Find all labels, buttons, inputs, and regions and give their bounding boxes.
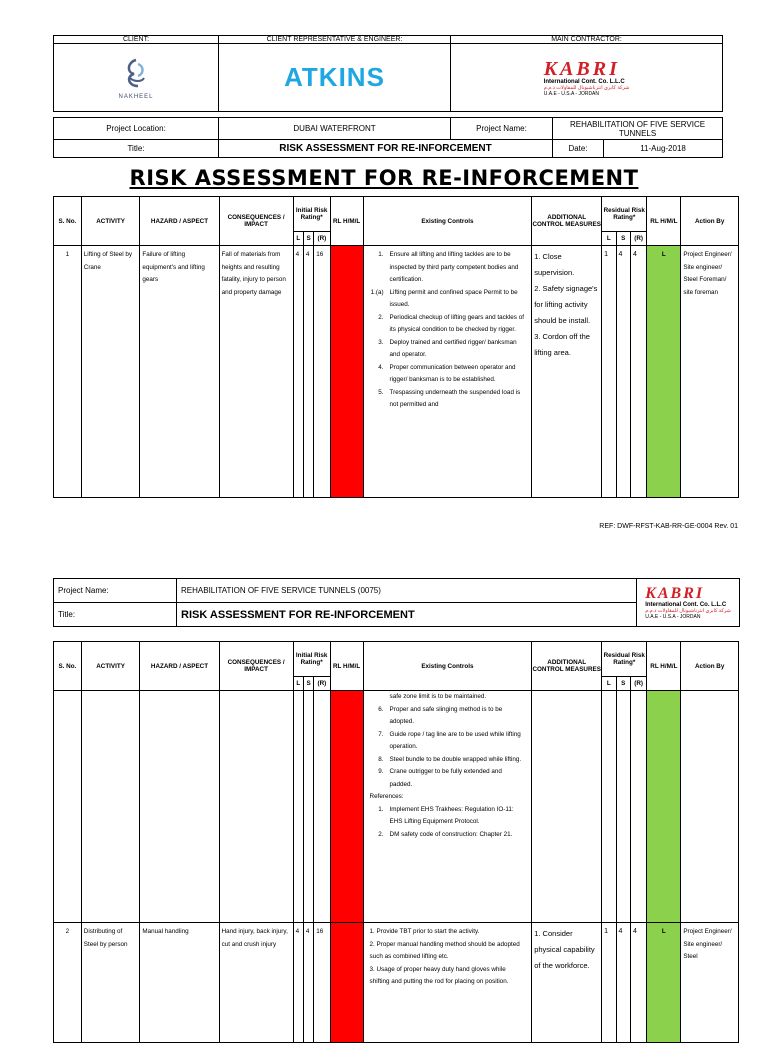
row-res-rl-low: L	[647, 923, 681, 1043]
col-action: Action By	[681, 197, 739, 246]
date-label: Date:	[553, 140, 604, 158]
document-header	[53, 35, 723, 158]
row-l: 4	[293, 246, 303, 498]
row-res-rl-low	[647, 691, 681, 923]
row-res-rl-low: L	[647, 246, 681, 498]
table-row	[54, 691, 739, 923]
row-activity: Distributing of Steel by person	[81, 923, 140, 1043]
col-res-rl: RL H/M/L	[647, 642, 681, 691]
col-residual-risk: Residual Risk Rating*	[602, 642, 647, 677]
col-rl: RL H/M/L	[330, 197, 363, 246]
col-r: (R)	[314, 677, 330, 691]
col-l: L	[293, 677, 303, 691]
col-r: (R)	[314, 232, 330, 246]
page2-title-value: RISK ASSESSMENT FOR RE-INFORCEMENT	[177, 603, 637, 627]
kabri-locations: U.A.E - U.S.A - JORDAN	[543, 90, 600, 97]
row-consequences: Hand injury, back injury, cut and crush injury	[219, 923, 293, 1043]
col-hazard: HAZARD / ASPECT	[140, 197, 219, 246]
page2-project-name-value: REHABILITATION OF FIVE SERVICE TUNNELS (0075)	[177, 579, 637, 603]
row-additional	[532, 923, 602, 1043]
col-additional: ADDITIONAL CONTROL MEASURES	[532, 642, 602, 691]
additional-item: 1. Close supervision.	[534, 252, 575, 277]
kabri-subtitle: International Cont. Co. L.L.C	[543, 78, 625, 85]
project-location-value: DUBAI WATERFRONT	[219, 118, 451, 140]
row-l: 4	[293, 923, 303, 1043]
control-item: 1. Provide TBT prior to start the activity.	[369, 928, 480, 935]
row-res-l: 1	[602, 923, 616, 1043]
row-r: 16	[314, 246, 330, 498]
risk-table	[53, 196, 739, 498]
date-value: 11-Aug-2018	[604, 140, 723, 158]
col-controls: Existing Controls	[363, 642, 532, 691]
row-hazard: Manual handling	[140, 923, 219, 1043]
col-res-r: (R)	[630, 677, 646, 691]
col-l: L	[293, 232, 303, 246]
row-res-r: 4	[630, 246, 646, 498]
control-item: 1. Ensure all lifting and lifting tackles are to be inspected by third party competent bodies and certification.	[378, 251, 519, 283]
nakheel-logo	[54, 44, 219, 112]
table-row	[54, 246, 739, 498]
page2-kabri-logo	[637, 579, 740, 627]
row-rl-high: H	[330, 923, 363, 1043]
kabri-locations: U.A.E - U.S.A - JORDAN	[645, 613, 701, 620]
col-sno: S. No.	[54, 197, 82, 246]
nakheel-wordmark: NAKHEEL	[118, 93, 154, 100]
col-res-rl: RL H/M/L	[647, 197, 681, 246]
title-value: RISK ASSESSMENT FOR RE-INFORCEMENT	[219, 140, 553, 158]
control-item: 1.(a) Lifting permit and confined space Permit to be issued.	[370, 288, 518, 308]
col-controls: Existing Controls	[363, 197, 532, 246]
row-s: 4	[303, 246, 313, 498]
col-rl: RL H/M/L	[330, 642, 363, 691]
control-item: 8. Steel bundle to be double wrapped while lifting.	[378, 755, 522, 763]
kabri-arabic: شركة كابري انترناشيونال للمقاولات ذ.م.م	[543, 84, 630, 91]
row-r: 16	[314, 923, 330, 1043]
title-label: Title:	[54, 140, 219, 158]
col-s: S	[303, 232, 313, 246]
risk-table-continued	[53, 641, 739, 1043]
reference-item: 2. DM safety code of construction: Chapter 21.	[378, 830, 513, 838]
row-consequences: Fall of materials from heights and resulting fatality, injury to person and property damage	[219, 246, 293, 498]
col-res-r: (R)	[630, 232, 646, 246]
references-label: References:	[369, 793, 404, 800]
page2-title-label: Title:	[54, 603, 177, 627]
row-hazard: Failure of lifting equipment's and lifting gears	[140, 246, 219, 498]
col-hazard: HAZARD / ASPECT	[140, 642, 219, 691]
col-s: S	[303, 677, 313, 691]
kabri-wordmark: KABRI	[645, 584, 705, 602]
col-residual-risk: Residual Risk Rating*	[602, 197, 647, 232]
control-item: safe zone limit is to be maintained.	[389, 693, 487, 700]
row-s: 4	[303, 923, 313, 1043]
contractor-label: MAIN CONTRACTOR:	[451, 36, 723, 44]
col-consequences: CONSEQUENCES / IMPACT	[219, 642, 293, 691]
col-res-s: S	[616, 677, 630, 691]
additional-item: 3. Cordon off the lifting area.	[534, 332, 590, 357]
col-action: Action By	[681, 642, 739, 691]
nakheel-emblem-icon	[116, 56, 156, 92]
row-rl-high	[330, 691, 363, 923]
control-item: 7. Guide rope / tag line are to be used while lifting operation.	[378, 730, 521, 750]
kabri-wordmark: KABRI	[543, 57, 620, 80]
control-item: 3. Usage of proper heavy duty hand gloves while shifting and putting the rod for placing on position.	[369, 965, 509, 985]
col-activity: ACTIVITY	[81, 642, 140, 691]
row-additional	[532, 246, 602, 498]
row-controls	[363, 691, 532, 923]
atkins-wordmark: ATKINS	[284, 62, 385, 92]
control-item: 2. Proper manual handling method should be adopted such as combined lifting etc.	[369, 940, 520, 960]
page2-header	[53, 578, 740, 627]
kabri-arabic: شركة كابري انترناشيونال للمقاولات ذ.م.م	[645, 607, 731, 614]
row-res-r: 4	[630, 923, 646, 1043]
control-item: 3. Deploy trained and certified rigger/ banksman and operator.	[378, 338, 517, 358]
col-initial-risk: Initial Risk Rating*	[293, 642, 330, 677]
project-name-label: Project Name:	[451, 118, 553, 140]
col-sno: S. No.	[54, 642, 82, 691]
control-item: 6. Proper and safe slinging method is to be adopted.	[378, 705, 503, 725]
row-action: Project Engineer/ Site engineer/ Steel Foreman/ site foreman	[681, 246, 739, 498]
row-res-l: 1	[602, 246, 616, 498]
col-res-l: L	[602, 232, 616, 246]
col-initial-risk: Initial Risk Rating*	[293, 197, 330, 232]
col-consequences: CONSEQUENCES / IMPACT	[219, 197, 293, 246]
control-item: 4. Proper communication between operator and rigger/ banksman is to be established.	[378, 363, 516, 383]
document-reference: REF: DWF-RFST-KAB-RR-GE-0004 Rev. 01	[599, 523, 738, 530]
atkins-logo	[219, 44, 451, 112]
additional-item: 2. Safety signage's for lifting activity should be install.	[534, 284, 598, 325]
control-item: 5. Trespassing underneath the suspended load is not permitted and	[378, 388, 521, 408]
consultant-label: CLIENT REPRESENTATIVE & ENGINEER:	[219, 36, 451, 44]
additional-item: 1. Consider physical capability of the workforce.	[534, 929, 595, 970]
table-row	[54, 923, 739, 1043]
row-sno: 2	[54, 923, 82, 1043]
client-label: CLIENT:	[54, 36, 219, 44]
row-activity: Lifting of Steel by Crane	[81, 246, 140, 498]
col-activity: ACTIVITY	[81, 197, 140, 246]
col-additional: ADDITIONAL CONTROL MEASURES	[532, 197, 602, 246]
col-res-s: S	[616, 232, 630, 246]
row-controls	[363, 246, 532, 498]
kabri-subtitle: International Cont. Co. L.L.C	[645, 601, 727, 608]
control-item: 2. Periodical checkup of lifting gears and tackles of its physical condition to be checked by rigger.	[378, 313, 524, 333]
kabri-logo	[451, 44, 723, 112]
page-title: RISK ASSESSMENT FOR RE-INFORCEMENT	[129, 166, 639, 190]
project-location-label: Project Location:	[54, 118, 219, 140]
row-controls	[363, 923, 532, 1043]
project-name-value: REHABILITATION OF FIVE SERVICE TUNNELS	[553, 118, 723, 140]
reference-item: 1. Implement EHS Trakhees: Regulation IO-11: EHS Lifting Equipment Protocol.	[378, 805, 514, 825]
control-item: 9. Crane outrigger to be fully extended and padded.	[378, 768, 502, 788]
page2-project-name-label: Project Name:	[54, 579, 177, 603]
row-rl-high: H	[330, 246, 363, 498]
row-action: Project Engineer/ Site engineer/ Steel	[681, 923, 739, 1043]
row-res-s: 4	[616, 923, 630, 1043]
row-res-s: 4	[616, 246, 630, 498]
row-sno: 1	[54, 246, 82, 498]
col-res-l: L	[602, 677, 616, 691]
